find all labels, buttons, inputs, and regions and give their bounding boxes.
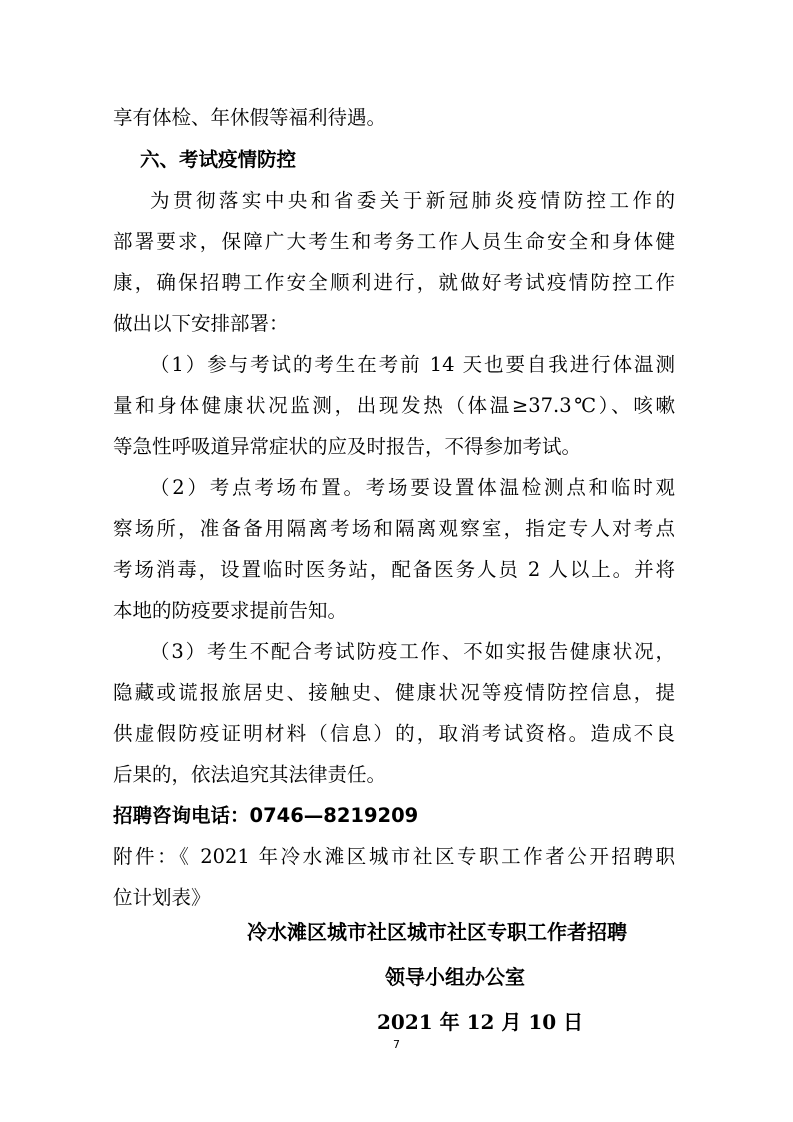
signature-date: 2021 年 12 月 10 日 (377, 1010, 584, 1034)
paragraph-line: 为贯彻落实中央和省委关于新冠肺炎疫情防控工作的 (150, 189, 675, 212)
contact-phone: 招聘咨询电话：0746—8219209 (113, 804, 419, 827)
list-item-line: 等急性呼吸道异常症状的应及时报告，不得参加考试。 (113, 435, 582, 458)
paragraph-line: 做出以下安排部署： (113, 312, 289, 335)
list-item-line: 供虚假防疫证明材料（信息）的，取消考试资格。造成不良 (113, 722, 675, 745)
list-item-line: （3）考生不配合考试防疫工作、不如实报告健康状况， (150, 640, 675, 663)
paragraph-line: 享有体检、年休假等福利待遇。 (113, 106, 387, 129)
list-item-line: （2）考点考场布置。考场要设置体温检测点和临时观 (150, 476, 675, 499)
list-item-line: 考场消毒，设置临时医务站，配备医务人员 2 人以上。并将 (113, 558, 675, 581)
signature-org-line: 领导小组办公室 (385, 965, 525, 989)
list-item-line: 察场所，准备备用隔离考场和隔离观察室，指定专人对考点 (113, 517, 675, 540)
list-item-line: 本地的防疫要求提前告知。 (113, 599, 348, 622)
paragraph-line: 康，确保招聘工作安全顺利进行，就做好考试疫情防控工作 (113, 271, 675, 294)
section-heading: 六、考试疫情防控 (140, 148, 297, 171)
list-item-line: 隐藏或谎报旅居史、接触史、健康状况等疫情防控信息，提 (113, 681, 675, 704)
attachment-line: 位计划表》 (113, 886, 211, 909)
paragraph-line: 部署要求，保障广大考生和考务工作人员生命安全和身体健 (113, 230, 675, 253)
attachment-line: 附件：《 2021 年冷水滩区城市社区专职工作者公开招聘职 (113, 845, 675, 868)
list-item-line: （1）参与考试的考生在考前 14 天也要自我进行体温测 (150, 353, 675, 376)
list-item-line: 量和身体健康状况监测，出现发热（体温≥37.3℃）、咳嗽 (113, 394, 675, 417)
list-item-line: 后果的，依法追究其法律责任。 (113, 763, 387, 786)
signature-org-line: 冷水滩区城市社区城市社区专职工作者招聘 (247, 920, 627, 944)
page-number: 7 (393, 1038, 400, 1051)
